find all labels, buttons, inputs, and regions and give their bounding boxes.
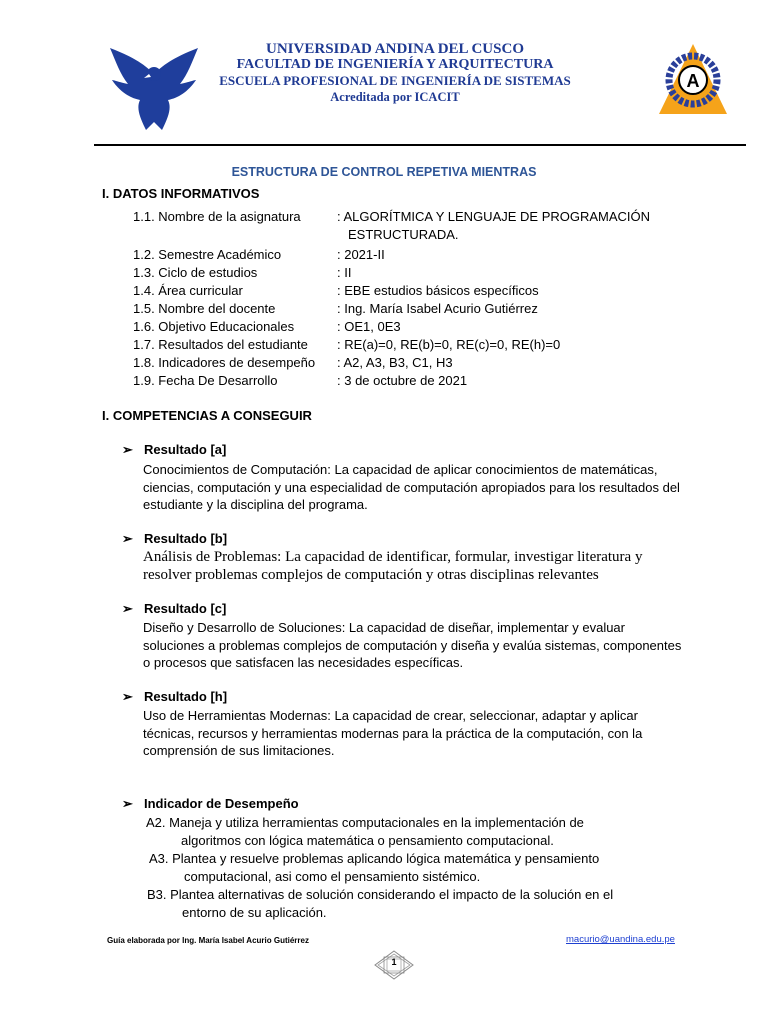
result-label: Resultado [b] [144,531,228,546]
engineering-gear-logo [657,42,729,116]
info-value: : OE1, 0E3 [337,319,401,334]
section-competencias-title: I. COMPETENCIAS A CONSEGUIR [102,408,312,423]
indicator-label: Indicador de Desempeño [144,796,299,811]
indicator-line: B3. Plantea alternativas de solución considerando el impacto de la solución en el [147,887,614,902]
result-label: Resultado [h] [144,689,228,704]
indicator-item [147,886,687,921]
faculty-name: FACULTAD DE INGENIERÍA Y ARQUITECTURA [236,57,554,72]
result-heading [122,601,226,617]
info-key: 1.6. Objetivo Educacionales [133,319,295,334]
info-row [0,265,768,283]
info-row [0,301,768,319]
indicator-line-cont: entorno de su aplicación. [182,904,327,920]
arrow-bullet-icon: ➢ [122,442,133,457]
info-key: 1.7. Resultados del estudiante [133,337,308,352]
document-title: ESTRUCTURA DE CONTROL REPETIVA MIENTRAS [231,165,537,179]
header-divider [94,144,746,146]
indicator-line-cont: computacional, asi como el pensamiento sistémico. [184,868,481,884]
result-heading [122,531,227,547]
info-value: : 3 de octubre de 2021 [337,373,468,388]
info-value: : RE(a)=0, RE(b)=0, RE(c)=0, RE(h)=0 [337,337,561,352]
info-value: : Ing. María Isabel Acurio Gutiérrez [337,301,538,316]
result-text: Diseño y Desarrollo de Soluciones: La capacidad de diseñar, implementar y evaluar soluciones a problemas complejos de computación y diseña y evalúa sistemas, componentes o procesos que satisfacen las necesidades específicas. [143,620,682,670]
info-value: : EBE estudios básicos específicos [337,283,539,298]
info-key: 1.9. Fecha De Desarrollo [133,373,278,388]
indicator-heading [122,796,299,812]
result-heading [122,442,226,458]
logo-letter: A [686,71,700,91]
school-name: ESCUELA PROFESIONAL DE INGENIERÍA DE SISTEMAS [219,73,571,88]
footer-author: Guía elaborada por Ing. María Isabel Acurio Gutiérrez [107,936,309,945]
arrow-bullet-icon: ➢ [122,689,133,704]
result-label: Resultado [c] [144,601,227,616]
info-key: 1.3. Ciclo de estudios [133,265,258,280]
info-row [0,247,768,265]
info-row [0,319,768,337]
info-row [0,373,768,391]
result-label: Resultado [a] [144,442,227,457]
info-key: 1.1. Nombre de la asignatura [133,209,301,224]
indicator-line: A2. Maneja y utiliza herramientas computacionales en la implementación de [146,815,584,830]
result-text: Análisis de Problemas: La capacidad de identificar, formular, investigar literatura y resolver problemas complejos de computación y otras disciplinas relevantes [143,549,643,583]
accreditation: Acreditada por ICACIT [330,90,460,104]
result-heading [122,689,227,705]
page-number: 1 [391,957,397,967]
info-row [0,227,768,245]
section-datos-title: I. DATOS INFORMATIVOS [102,186,260,201]
arrow-bullet-icon: ➢ [122,531,133,546]
info-key: 1.2. Semestre Académico [133,247,282,262]
arrow-bullet-icon: ➢ [122,796,133,811]
result-text: Uso de Herramientas Modernas: La capacidad de crear, seleccionar, adaptar y aplicar técnicas, recursos y herramientas modernas para la práctica de la computación, con la comprensión de sus limitaciones. [143,708,643,758]
info-row [0,283,768,301]
info-key: 1.8. Indicadores de desempeño [133,355,316,370]
footer-email-link[interactable]: macurio@uandina.edu.pe [566,934,675,945]
indicator-item [149,850,669,885]
info-value: : ALGORÍTMICA Y LENGUAJE DE PROGRAMACIÓN [337,209,651,224]
page-number-badge [374,950,414,980]
info-key: 1.5. Nombre del docente [133,301,276,316]
indicator-item [146,814,666,849]
indicator-line: A3. Plantea y resuelve problemas aplicando lógica matemática y pensamiento [149,851,600,866]
info-value: : II [337,265,352,280]
info-row [0,355,768,373]
arrow-bullet-icon: ➢ [122,601,133,616]
info-value: ESTRUCTURADA. [348,227,459,242]
result-text: Conocimientos de Computación: La capacidad de aplicar conocimientos de matemáticas, ciencias, computación y una especialidad de computación apropiados para los resultados del estudiante y la disciplina del programa. [143,462,680,512]
info-row [0,337,768,355]
info-row [0,209,768,227]
indicator-line-cont: algoritmos con lógica matemática o pensamiento computacional. [181,832,554,848]
info-key: 1.4. Área curricular [133,283,243,298]
info-value: : A2, A3, B3, C1, H3 [337,355,453,370]
info-value: : 2021-II [337,247,385,262]
university-name: UNIVERSIDAD ANDINA DEL CUSCO [266,41,524,57]
